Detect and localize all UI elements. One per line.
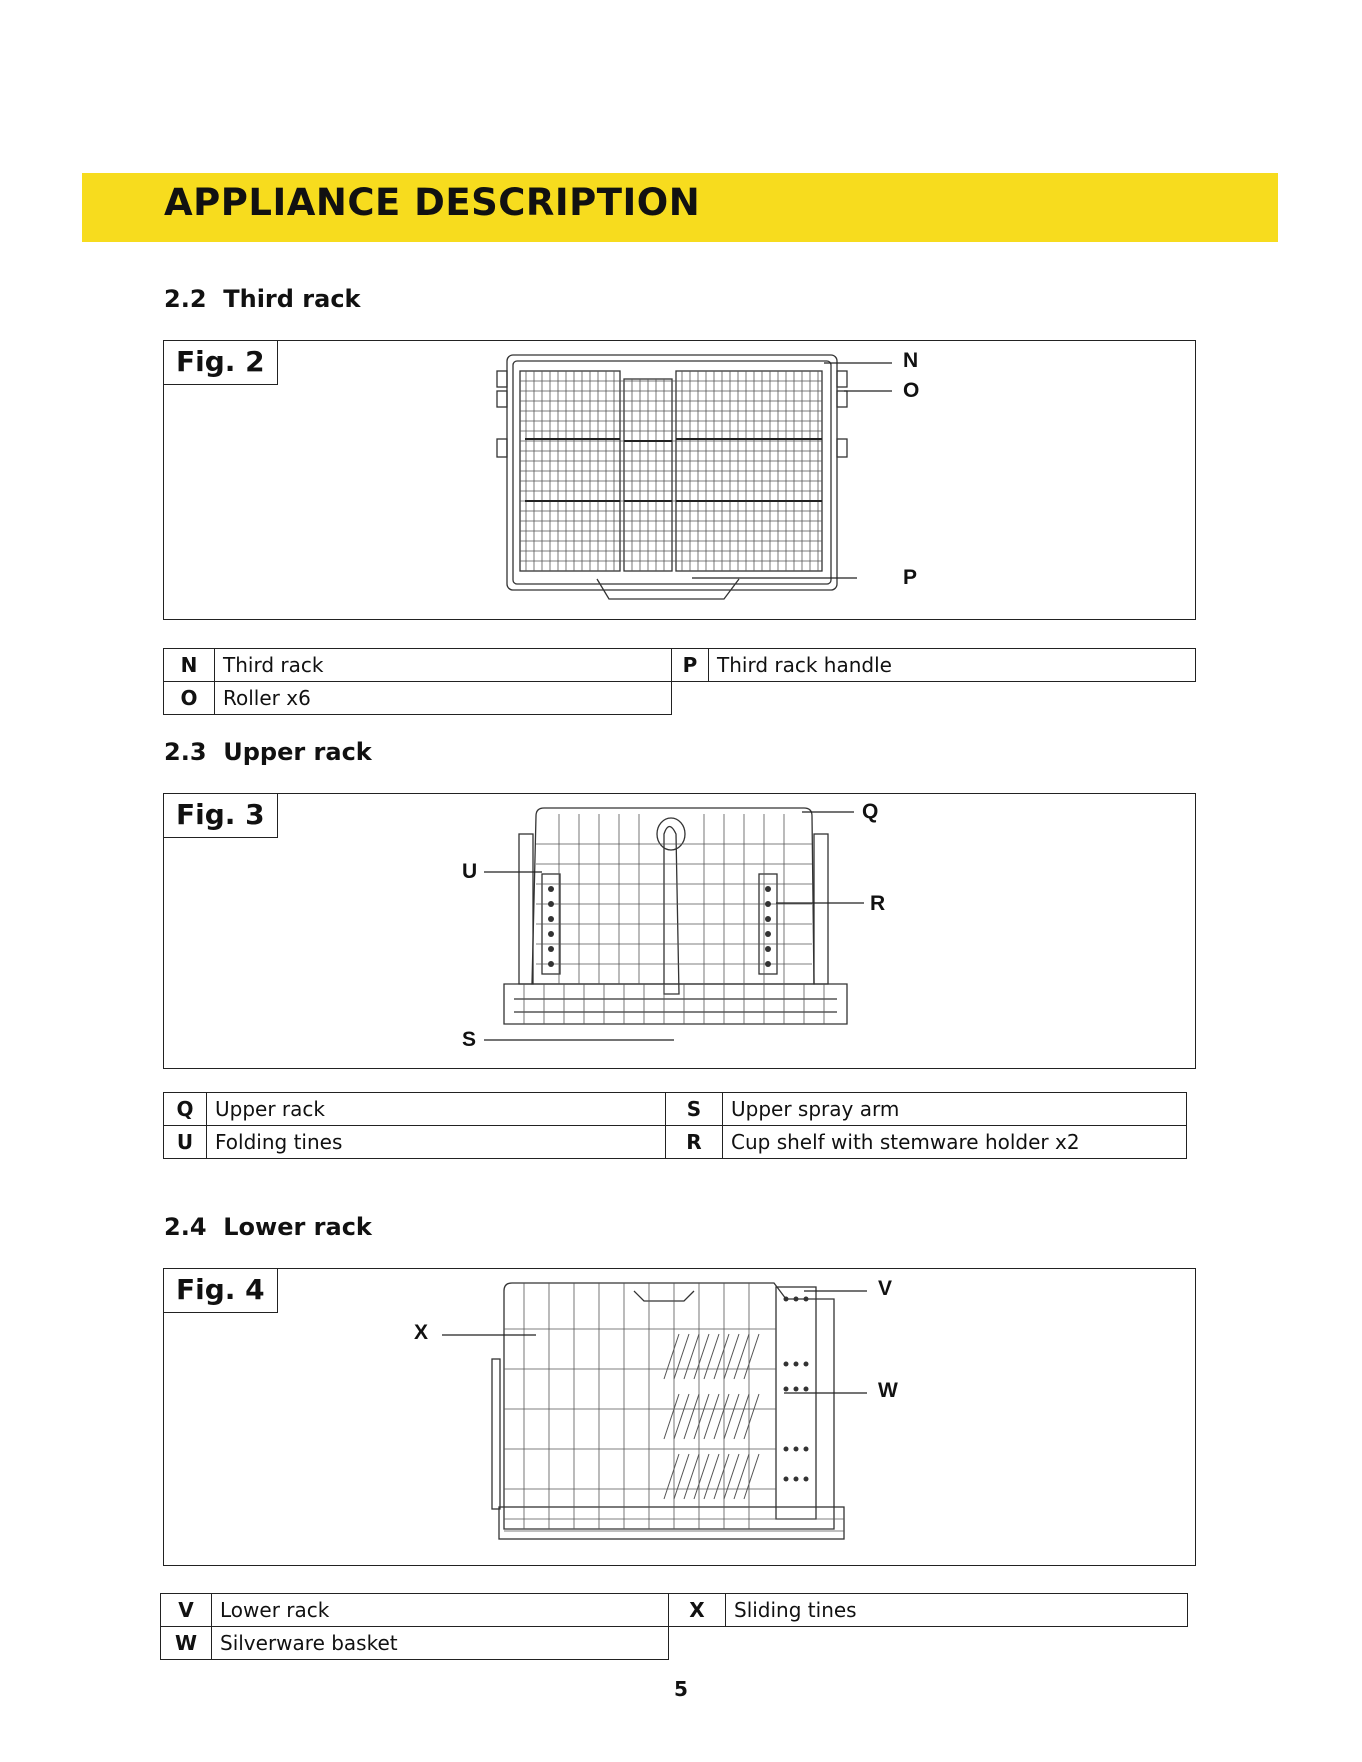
legend-key: S xyxy=(666,1093,723,1126)
callout-v: V xyxy=(878,1277,893,1300)
section-title: Third rack xyxy=(223,285,361,313)
legend-key: N xyxy=(164,649,215,682)
callout-w: W xyxy=(878,1379,898,1402)
legend-label: Cup shelf with stemware holder x2 xyxy=(723,1126,1187,1159)
legend-label: Sliding tines xyxy=(726,1594,1188,1627)
callout-p: P xyxy=(903,566,918,589)
legend-label: Lower rack xyxy=(212,1594,669,1627)
callout-o: O xyxy=(903,379,920,402)
figure-3-frame xyxy=(163,793,1196,1069)
callout-u: U xyxy=(462,860,478,883)
upper-rack-illustration xyxy=(164,794,1197,1070)
section-number: 2.4 xyxy=(164,1213,207,1241)
section-number: 2.3 xyxy=(164,738,207,766)
legend-label: Upper spray arm xyxy=(723,1093,1187,1126)
third-rack-illustration xyxy=(164,341,1197,621)
section-title: Upper rack xyxy=(223,738,372,766)
callout-n: N xyxy=(903,349,919,372)
figure-4-frame xyxy=(163,1268,1196,1566)
legend-key: O xyxy=(164,682,215,715)
section-heading-lower-rack xyxy=(164,1213,372,1241)
callout-r: R xyxy=(870,892,886,915)
section-heading-upper-rack xyxy=(164,738,372,766)
legend-key: X xyxy=(669,1594,726,1627)
section-heading-third-rack xyxy=(164,285,361,313)
page-title: APPLIANCE DESCRIPTION xyxy=(164,181,701,224)
lower-rack-illustration xyxy=(164,1269,1197,1567)
callout-q: Q xyxy=(862,800,879,823)
legend-label: Folding tines xyxy=(207,1126,666,1159)
legend-label: Roller x6 xyxy=(215,682,672,715)
legend-table-upper-rack xyxy=(163,1092,1187,1159)
legend-key: V xyxy=(161,1594,212,1627)
callout-x: X xyxy=(414,1321,429,1344)
legend-table-third-rack xyxy=(163,648,1196,715)
figure-label: Fig. 4 xyxy=(164,1269,278,1313)
legend-key: P xyxy=(672,649,709,682)
section-title: Lower rack xyxy=(223,1213,372,1241)
legend-label: Upper rack xyxy=(207,1093,666,1126)
page-number: 5 xyxy=(674,1677,688,1701)
legend-key: R xyxy=(666,1126,723,1159)
legend-label: Third rack handle xyxy=(709,649,1196,682)
legend-label: Silverware basket xyxy=(212,1627,669,1660)
header-banner xyxy=(82,173,1278,242)
legend-key: W xyxy=(161,1627,212,1660)
figure-2-frame xyxy=(163,340,1196,620)
figure-label: Fig. 3 xyxy=(164,794,278,838)
legend-label: Third rack xyxy=(215,649,672,682)
section-number: 2.2 xyxy=(164,285,207,313)
legend-table-lower-rack xyxy=(160,1593,1188,1660)
callout-s: S xyxy=(462,1028,477,1051)
legend-key: U xyxy=(164,1126,207,1159)
figure-label: Fig. 2 xyxy=(164,341,278,385)
legend-key: Q xyxy=(164,1093,207,1126)
